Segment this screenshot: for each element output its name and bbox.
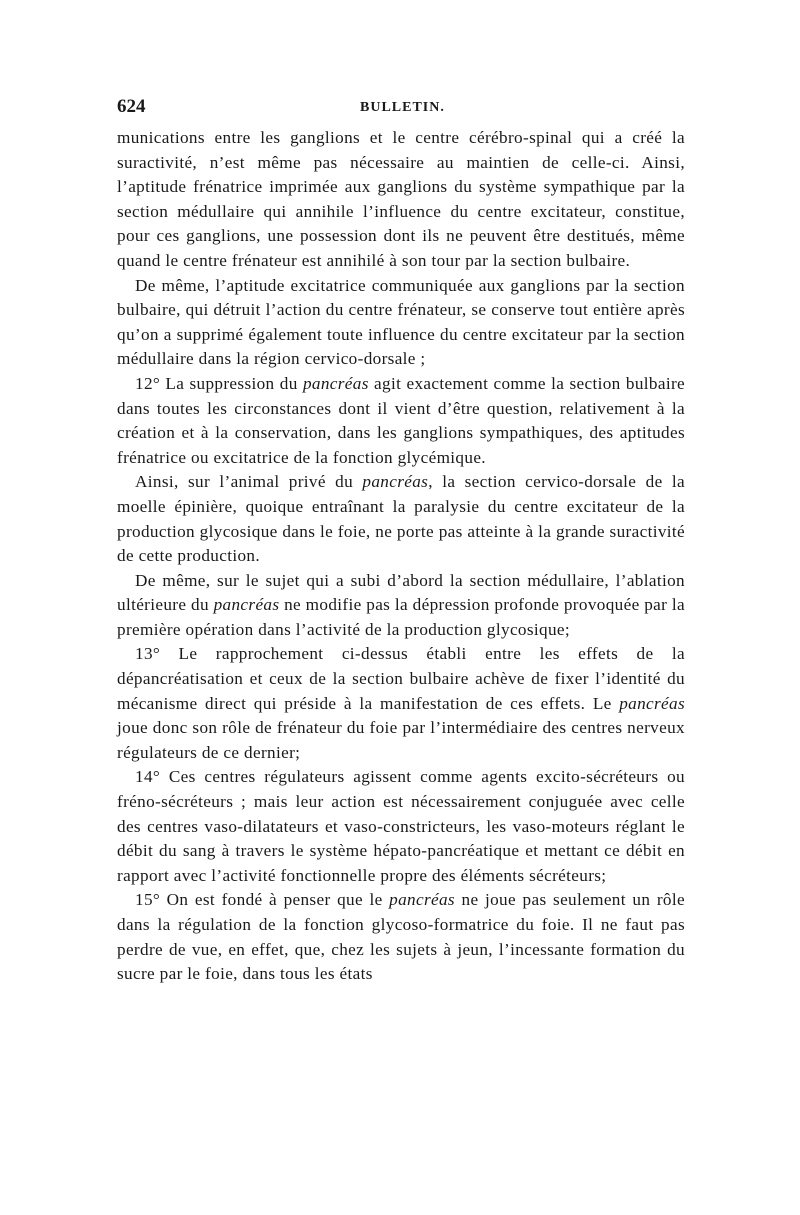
paragraph (117, 569, 685, 643)
italic-term: pancréas (389, 890, 455, 910)
running-header (117, 94, 685, 120)
text-run: 14° Ces centres régulateurs agissent comme agents excito-sécréteurs ou fréno-sécréteurs ; mais leur action est nécessairement conjuguée avec celle des centres vaso-dilatateurs et vaso-constricteurs, les vaso-moteurs réglant le débit du sang à travers le système hépato-pancréatique et mettant ce débit en rapport avec l’activité fonctionnelle propre des éléments sécréteurs; (117, 767, 685, 885)
text-run: Ainsi, sur l’animal privé du (135, 472, 363, 492)
paragraph (117, 372, 685, 470)
paragraph (117, 274, 685, 372)
text-run: 13° Le rapprochement ci-dessus établi entre les effets de la dépancréatisation et ceux de la section bulbaire achève de fixer l’identité du mécanisme direct qui préside à la manifestation de ces effets. Le (117, 644, 685, 713)
text-run: joue donc son rôle de frénateur du foie par l’intermédiaire des centres nerveux régulateurs de ce dernier; (117, 718, 685, 762)
text-run: munications entre les ganglions et le centre cérébro-spinal qui a créé la suractivité, n’est même pas nécessaire au maintien de celle-ci. Ainsi, l’aptitude frénatrice imprimée aux ganglions du système sympathique par la section médullaire qui annihile l’influence du centre excitateur, constitue, pour ces ganglions, une possession dont ils ne peuvent être destitués, même quand le centre frénateur est annihilé à son tour par la section bulbaire. (117, 128, 685, 270)
paragraph (117, 888, 685, 986)
italic-term: pancréas (362, 472, 429, 492)
text-run: 12° La suppression du (135, 373, 303, 393)
text-run: De même, sur le sujet qui a subi d’abord la section médullaire, l’ablation ultérieure du (117, 570, 685, 615)
text-run: 15° On est fondé à penser que le (135, 890, 390, 910)
document-page (117, 94, 685, 987)
italic-term: pancréas (619, 693, 685, 713)
italic-term: pancréas (213, 595, 280, 615)
paragraph (117, 470, 685, 568)
text-run: ne joue pas seulement un rôle dans la régulation de la fonction glycoso-formatrice du foie. Il ne faut pas perdre de vue, en effet, que, chez les sujets à jeun, l’incessante formation du sucre par le foie, dans tous les états (117, 890, 685, 984)
italic-term: pancréas (302, 373, 369, 393)
paragraph (117, 765, 685, 888)
text-run: agit exactement comme la section bulbaire dans toutes les circonstances dont il vient d’être question, relativement à la création et à la conservation, dans les ganglions sympathiques, des aptitudes frénatrice ou excitatrice de la fonction glycémique. (117, 373, 685, 467)
paragraph (117, 642, 685, 765)
body-text (117, 126, 685, 987)
text-run: De même, l’aptitude excitatrice communiquée aux ganglions par la section bulbaire, qui détruit l’action du centre frénateur, se conserve tout entière après qu’on a supprimé également toute influence du centre excitateur par la section médullaire dans la région cervico-dorsale ; (117, 275, 685, 369)
page-number: 624 (117, 96, 146, 117)
paragraph (117, 126, 685, 274)
running-title: BULLETIN. (360, 100, 445, 115)
text-run: , la section cervico-dorsale de la moelle épinière, quoique entraînant la paralysie du centre excitateur de la production glycosique dans le foie, ne porte pas atteinte à la grande suractivité de cette production. (117, 472, 685, 566)
text-run: ne modifie pas la dépression profonde provoquée par la première opération dans l’activité de la production glycosique; (117, 595, 686, 639)
